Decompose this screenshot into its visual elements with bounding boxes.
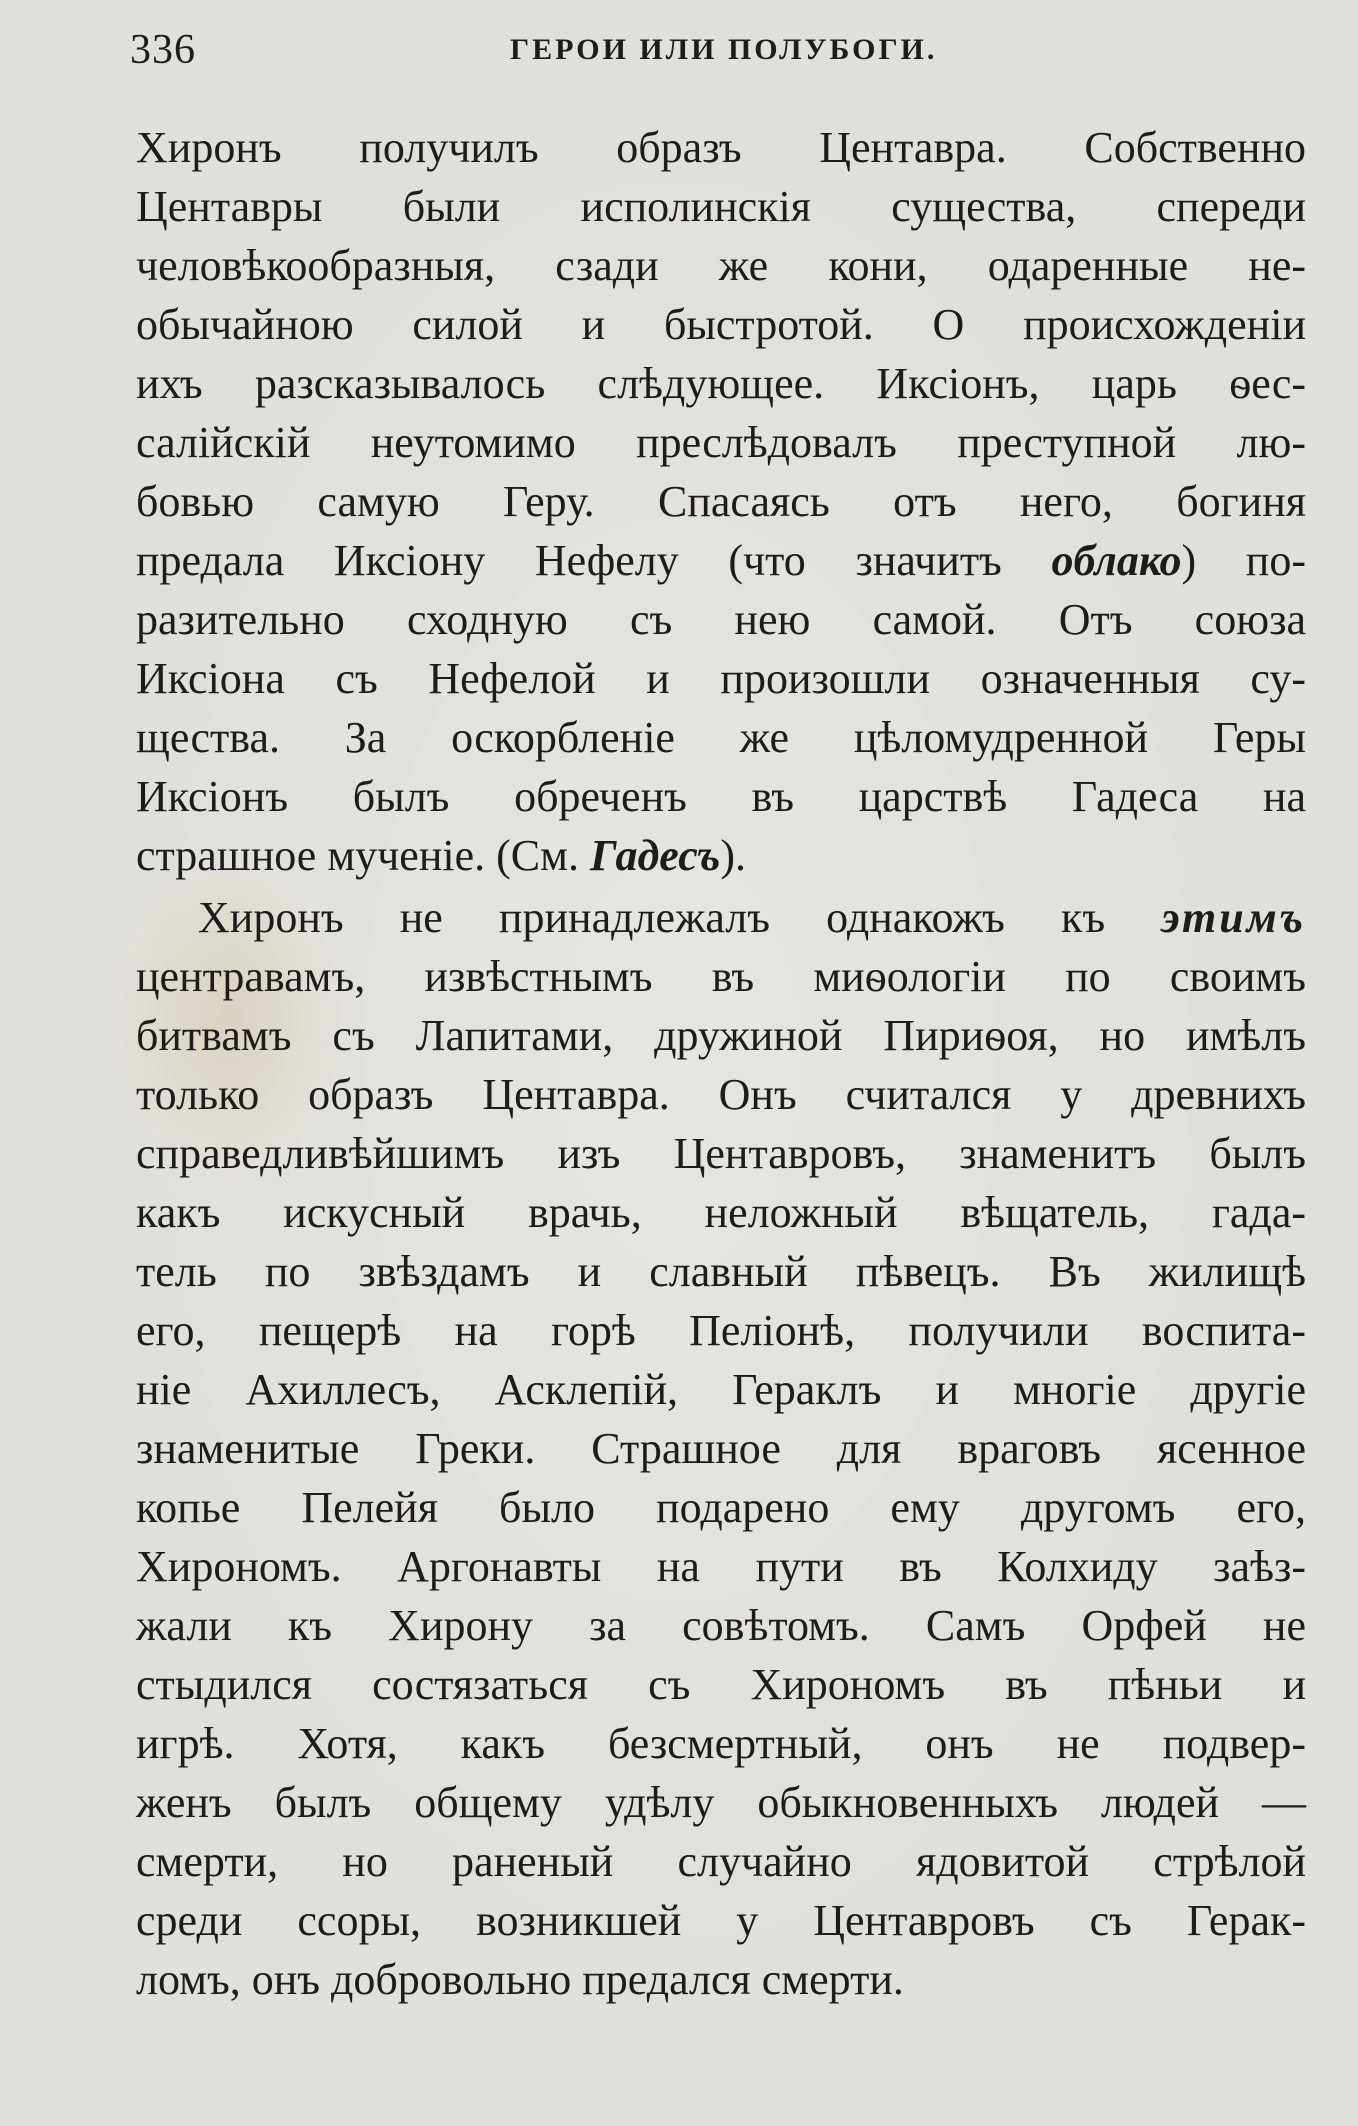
text-line: справедливѣйшимъ изъ Центавровъ, знаменитъ былъ xyxy=(136,1129,1306,1178)
text-line: его, пещерѣ на горѣ Пеліонѣ, получили воспита- xyxy=(136,1306,1306,1355)
text-line: тель по звѣздамъ и славный пѣвецъ. Въ жилищѣ xyxy=(136,1247,1306,1296)
text-line xyxy=(136,826,1306,885)
text-line xyxy=(136,888,1306,947)
text-line: разительно сходную съ нею самой. Отъ союза xyxy=(136,595,1306,644)
body-text xyxy=(136,118,1306,2009)
text-line: Центавры были исполинскія существа, спереди xyxy=(136,182,1306,231)
text-line: ихъ разсказывалось слѣдующее. Иксіонъ, царь ѳес- xyxy=(136,359,1306,408)
text-line: центравамъ, извѣстнымъ въ миѳологіи по своимъ xyxy=(136,952,1306,1001)
text-line: Хирономъ. Аргонавты на пути въ Колхиду заѣз- xyxy=(136,1542,1306,1591)
text-line: салійскій неутомимо преслѣдовалъ преступной лю- xyxy=(136,418,1306,467)
text-line: битвамъ съ Лапитами, дружиной Пириѳоя, но имѣлъ xyxy=(136,1011,1306,1060)
text-line: бовью самую Геру. Спасаясь отъ него, богиня xyxy=(136,477,1306,526)
text-line: среди ссоры, возникшей у Центавровъ съ Герак- xyxy=(136,1896,1306,1945)
text-run: страшное мученіе. (См. xyxy=(136,831,590,880)
text-run: Хиронъ не принадлежалъ однакожъ къ xyxy=(198,893,1162,942)
italic-term: Гадесъ xyxy=(589,831,721,880)
text-line: только образъ Центавра. Онъ считался у древнихъ xyxy=(136,1070,1306,1119)
text-line: смерти, но раненый случайно ядовитой стрѣлой xyxy=(136,1837,1306,1886)
text-line: человѣкообразныя, сзади же кони, одаренные не- xyxy=(136,241,1306,290)
text-line: обычайною силой и быстротой. О происхожденіи xyxy=(136,300,1306,349)
text-line xyxy=(136,531,1306,590)
text-run: предала Иксіону Нефелу (что значитъ xyxy=(136,536,1052,585)
text-line: щества. За оскорбленіе же цѣломудренной Геры xyxy=(136,713,1306,762)
text-line: женъ былъ общему удѣлу обыкновенныхъ людей — xyxy=(136,1778,1306,1827)
text-line: Хиронъ получилъ образъ Центавра. Собственно xyxy=(136,123,1306,172)
page-header xyxy=(0,22,1358,78)
text-run: ). xyxy=(720,831,747,880)
running-head: ГЕРОИ ИЛИ ПОЛУБОГИ. xyxy=(510,33,938,66)
text-line: ніе Ахиллесъ, Асклепій, Гераклъ и многіе другіе xyxy=(136,1365,1306,1414)
text-line: какъ искусный врачь, неложный вѣщатель, гада- xyxy=(136,1188,1306,1237)
page-number: 336 xyxy=(130,27,196,73)
italic-term: этимъ xyxy=(1161,893,1306,942)
italic-term: облако xyxy=(1051,536,1182,585)
text-line: игрѣ. Хотя, какъ безсмертный, онъ не подвер- xyxy=(136,1719,1306,1768)
text-line: копье Пелейя было подарено ему другомъ его, xyxy=(136,1483,1306,1532)
text-line: Иксіонъ былъ обреченъ въ царствѣ Гадеса на xyxy=(136,772,1306,821)
text-run: ) по- xyxy=(1181,536,1306,585)
text-line: жали къ Хирону за совѣтомъ. Самъ Орфей не xyxy=(136,1601,1306,1650)
text-line: ломъ, онъ добровольно предался смерти. xyxy=(136,1955,904,2004)
text-line: Иксіона съ Нефелой и произошли означенныя су- xyxy=(136,654,1306,703)
text-line: стыдился состязаться съ Хирономъ въ пѣньи и xyxy=(136,1660,1306,1709)
text-line: знаменитые Греки. Страшное для враговъ ясенное xyxy=(136,1424,1306,1473)
